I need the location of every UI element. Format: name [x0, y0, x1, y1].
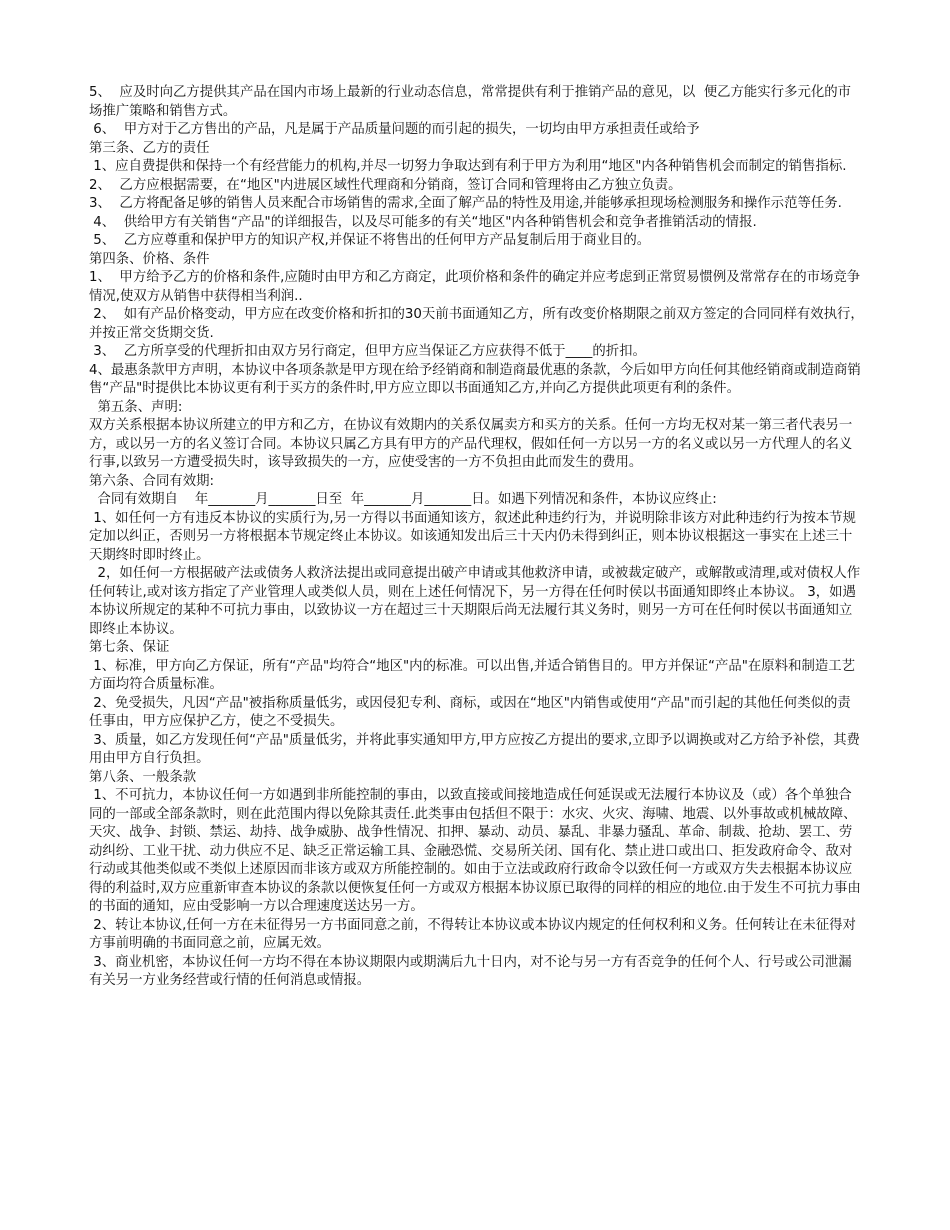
article-3-heading: 第三条、乙方的责任	[89, 140, 210, 156]
article-7-heading: 第七条、保证	[89, 640, 170, 655]
clause-a6-quality-loss: 6、 甲方对于乙方售出的产品，凡是属于产品质量问题的而引起的损失，一切均由甲方承担责任或给予	[89, 122, 700, 137]
article-6-intro: 合同有效期自 年_______月_______日至 年_______月_______日。如遇下列情况和条件，本协议应终止:	[89, 492, 717, 507]
clause-4-2: 2、 如有产品价格变动，甲方应在改变价格和折扣的30天前书面通知乙方，所有改变价格期限之前双方签定的合同同样有效执行，并按正常交货期交货.	[89, 307, 864, 341]
clause-3-5: 5、 乙方应尊重和保护甲方的知识产权,并保证不将售出的任何甲方产品复制后用于商业目的。	[89, 233, 651, 248]
clause-4-1: 1、 甲方给予乙方的价格和条件,应随时由甲方和乙方商定，此项价格和条件的确定并应考虑到正常贸易惯例及常常存在的市场竞争情况,使双方从销售中获得相当利润..	[89, 270, 861, 304]
clause-7-2: 2、免受损失，凡因“产品"被指称质量低劣，或因侵犯专利、商标，或因在“地区"内销售或使用“产品"而引起的其他任何类似的责任事由，甲方应保护乙方，使之不受损失。	[89, 695, 851, 729]
document-body	[89, 84, 864, 991]
article-5-body: 双方关系根据本协议所建立的甲方和乙方，在协议有效期内的关系仅属卖方和买方的关系。任何一方均无权对某一第三者代表另一方，或以另一方的名义签订合同。本协议只属乙方具有甲方的产品代理权，假如任何一方以另一方的名义或以另一方代理人的名义行事,以致另一方遭受损失时，该导致损失的一方，应使受害的一方不负担由此而发生的费用。	[89, 418, 853, 470]
clause-8-1: 1、不可抗力，本协议任何一方如遇到非所能控制的事由，以致直接或间接地造成任何延误或无法履行本协议及（或）各个单独合同的一部或全部条款时，则在此范围内得以免除其责任.此类事由包括但不限于：水灾、火灾、海啸、地震、以外事故或机械故障、天灾、战争、封锁、禁运、劫持、战争威胁、战争性情况、扣押、暴动、动员、暴乱、非暴力骚乱、革命、制裁、抢劫、罢工、劳动纠纷、工业干扰、动力供应不足、缺乏正常运输工具、金融恐慌、交易所关闭、国有化、禁止进口或出口、拒发政府命令、敌对行动或其他类似或不类似上述原因而非该方或双方所能控制的。如由于立法或政府行政命令以致任何一方或双方失去根据本协议应得的利益时,双方应重新审查本协议的条款以便恢复任何一方或双方根据本协议原已取得的同样的相应的地位.由于发生不可抗力事由的书面的通知，应由受影响一方以合理速度送达另一方。	[89, 788, 861, 914]
clause-4-4: 4、最惠条款甲方声明，本协议中各项条款是甲方现在给予经销商和制造商最优惠的条款，今后如甲方向任何其他经销商或制造商销售“产品"时提供比本协议更有利于买方的条件时,甲方应立即以书面通知乙方,并向乙方提供此项更有利的条件。	[89, 362, 861, 396]
article-6-heading: 第六条、合同有效期:	[89, 473, 215, 489]
article-8-heading: 第八条、一般条款	[89, 769, 197, 785]
clause-3-1: 1、应自费提供和保持一个有经营能力的机构,并尽一切努力争取达到有利于甲方为利用“地区"内各种销售机会而制定的销售指标.	[89, 159, 847, 174]
clause-3-3: 3、 乙方将配备足够的销售人员来配合市场销售的需求,全面了解产品的特性及用途,并能够承担现场检测服务和操作示范等任务.	[89, 196, 842, 211]
clause-a5-market-info: 5、 应及时向乙方提供其产品在国内市场上最新的行业动态信息，常常提供有利于推销产品的意见，以 便乙方能实行多元化的市场推广策略和销售方式。	[89, 85, 852, 119]
article-4-heading: 第四条、价格、条件	[89, 251, 210, 267]
clause-4-3: 3、 乙方所享受的代理折扣由双方另行商定，但甲方应当保证乙方应获得不低于____的折扣。	[89, 344, 646, 359]
clause-3-2: 2、 乙方应根据需要，在“地区"内进展区域性代理商和分销商，签订合同和管理将由乙方独立负责。	[89, 177, 682, 193]
clause-3-4: 4、 供给甲方有关销售“产品"的详细报告，以及尽可能多的有关“地区"内各种销售机会和竞争者推销活动的情报.	[89, 214, 757, 230]
article-5-heading: 第五条、声明:	[89, 399, 183, 415]
clause-7-3: 3、质量，如乙方发现任何“产品"质量低劣，并将此事实通知甲方,甲方应按乙方提出的要求,立即予以调换或对乙方给予补偿，其费用由甲方自行负担。	[89, 732, 860, 766]
clause-8-3: 3、商业机密，本协议任何一方均不得在本协议期限内或期满后九十日内，对不论与另一方有否竞争的任何个人、行号或公司泄漏有关另一方业务经营或行情的任何消息或情报。	[89, 954, 852, 988]
clause-8-2: 2、转让本协议,任何一方在未征得另一方书面同意之前，不得转让本协议或本协议内规定的任何权利和义务。任何转让在未征得对方事前明确的书面同意之前，应属无效。	[89, 917, 856, 951]
clause-6-1: 1、如任何一方有违反本协议的实质行为,另一方得以书面通知该方，叙述此种违约行为，并说明除非该方对此种违约行为按本节规定加以纠正，否则另一方将根据本节规定终止本协议。如该通知发出后三十天内仍未得到纠正，则本协议根据这一事实在上述三十天期终时即时终止。	[89, 510, 856, 563]
clause-6-2: 2，如任何一方根据破产法或债务人救济法提出或同意提出破产申请或其他救济申请，或被裁定破产，或解散或清理,或对债权人作任何转让,或对该方指定了产业管理人或类似人员，则在上述任何情况下，另一方得在任何时侯以书面通知即终止本协议。 3，如遇本协议所规定的某种不可抗力事由，以致协议一方在超过三十天期限后尚无法履行其义务时，则另一方可在任何时侯以书面通知立即终止本协议。	[89, 566, 861, 637]
clause-7-1: 1、标准，甲方向乙方保证，所有“产品"均符合“地区"内的标准。可以出售,并适合销售目的。甲方并保证“产品"在原料和制造工艺方面均符合质量标准。	[89, 658, 856, 692]
